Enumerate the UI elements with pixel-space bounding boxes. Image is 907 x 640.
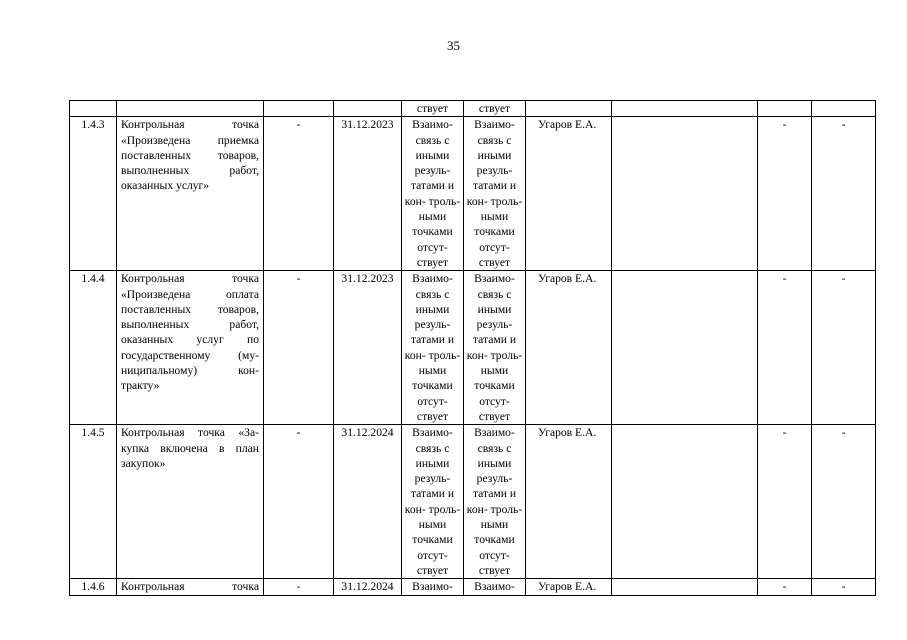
cell-col3: - bbox=[264, 117, 334, 271]
cell-col10: - bbox=[758, 271, 812, 425]
cell-col11: - bbox=[812, 579, 876, 596]
cell-link2: Взаимо- bbox=[464, 579, 526, 596]
cell-date: 31.12.2024 bbox=[334, 425, 402, 579]
cell-person bbox=[526, 101, 612, 117]
cell-col3 bbox=[264, 101, 334, 117]
cell-link2: Взаимо- связь с иными резуль- татами и кон- троль- ными точками отсут- ствует bbox=[464, 271, 526, 425]
cell-col11: - bbox=[812, 271, 876, 425]
cell-col9 bbox=[612, 101, 758, 117]
cell-link1: Взаимо- связь с иными резуль- татами и кон- троль- ными точками отсут- ствует bbox=[402, 425, 464, 579]
cell-link1: Взаимо- bbox=[402, 579, 464, 596]
table-row bbox=[70, 425, 876, 579]
cell-date: 31.12.2023 bbox=[334, 271, 402, 425]
cell-num: 1.4.5 bbox=[70, 425, 117, 579]
continued-row bbox=[70, 101, 876, 117]
cell-col3: - bbox=[264, 579, 334, 596]
cell-link2: ствует bbox=[464, 101, 526, 117]
cell-col3: - bbox=[264, 425, 334, 579]
cell-col10: - bbox=[758, 425, 812, 579]
cell-col11: - bbox=[812, 425, 876, 579]
cell-person: Угаров Е.А. bbox=[526, 271, 612, 425]
cell-col10 bbox=[758, 101, 812, 117]
cell-link1: Взаимо- связь с иными резуль- татами и кон- троль- ными точками отсут- ствует bbox=[402, 117, 464, 271]
cell-col11 bbox=[812, 101, 876, 117]
cell-col9 bbox=[612, 425, 758, 579]
cell-num bbox=[70, 101, 117, 117]
cell-col10: - bbox=[758, 579, 812, 596]
control-points-table bbox=[69, 100, 876, 596]
cell-col9 bbox=[612, 579, 758, 596]
cell-link1: Взаимо- связь с иными резуль- татами и кон- троль- ными точками отсут- ствует bbox=[402, 271, 464, 425]
cell-name bbox=[117, 101, 264, 117]
table-row bbox=[70, 117, 876, 271]
cell-num: 1.4.6 bbox=[70, 579, 117, 596]
cell-col11: - bbox=[812, 117, 876, 271]
cell-person: Угаров Е.А. bbox=[526, 579, 612, 596]
table-row bbox=[70, 271, 876, 425]
cell-name: Контрольная точка bbox=[117, 579, 264, 596]
cell-date: 31.12.2023 bbox=[334, 117, 402, 271]
cell-person: Угаров Е.А. bbox=[526, 425, 612, 579]
cell-col9 bbox=[612, 117, 758, 271]
cell-num: 1.4.3 bbox=[70, 117, 117, 271]
cell-num: 1.4.4 bbox=[70, 271, 117, 425]
cell-person: Угаров Е.А. bbox=[526, 117, 612, 271]
cell-col10: - bbox=[758, 117, 812, 271]
cell-name: Контрольная точка «За- купка включена в план закупок» bbox=[117, 425, 264, 579]
cell-link1: ствует bbox=[402, 101, 464, 117]
page-number: 35 bbox=[447, 38, 460, 53]
cell-col3: - bbox=[264, 271, 334, 425]
cell-name: Контрольная точка «Произведена оплата поставленных товаров, выполненных работ, оказанных услуг по государственному (му- ниципальному) кон- тракту» bbox=[117, 271, 264, 425]
cell-link2: Взаимо- связь с иными резуль- татами и кон- троль- ными точками отсут- ствует bbox=[464, 425, 526, 579]
cell-link2: Взаимо- связь с иными резуль- татами и кон- троль- ными точками отсут- ствует bbox=[464, 117, 526, 271]
cell-name: Контрольная точка «Произведена приемка поставленных товаров, выполненных работ, оказанных услуг» bbox=[117, 117, 264, 271]
table-row bbox=[70, 579, 876, 596]
cell-date: 31.12.2024 bbox=[334, 579, 402, 596]
cell-col9 bbox=[612, 271, 758, 425]
cell-date bbox=[334, 101, 402, 117]
